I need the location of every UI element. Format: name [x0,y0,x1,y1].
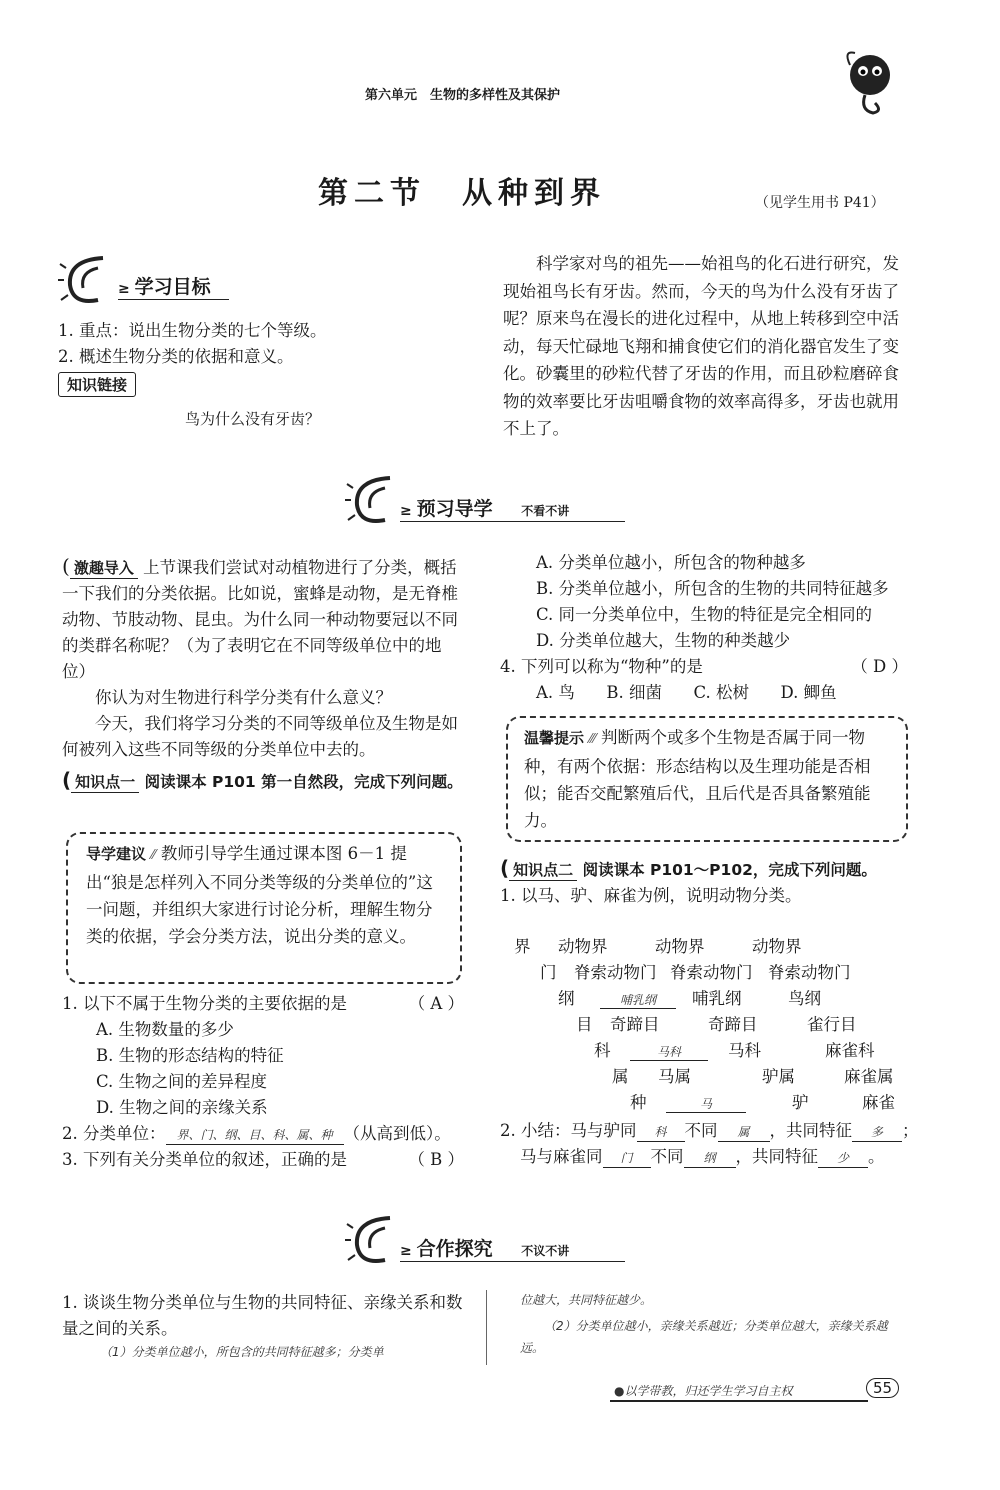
swirl-icon [58,250,118,310]
q2-answer: 界、门、纲、目、科、属、种 [166,1126,344,1145]
kp2-text: 阅读课本 P101～P102，完成下列问题。 [582,861,877,879]
guide-text: 教师引导学生通过课本图 6－1 提出“狼是怎样列入不同分类等级的分类单位的”这一问题，并组织大家进行讨论分析，理解生物分类的依据，学会分类方法，说出分类的意义。 [86,844,433,946]
q1-stem: 1. 以下不属于生物分类的主要依据的是 （ A ） [62,991,464,1017]
tip-paragraph: 温馨提示 ⁄⁄⁄ 判断两个或多个生物是否属于同一物种，有两个依据：形态结构以及生理功能是否相似；能否交配繁殖后代，且后代是否具备繁殖能力。 [524,728,871,830]
goal-item: 2. 概述生物分类的依据和意义。 [58,347,294,366]
summary-answer: 少 [818,1149,868,1168]
mascot-icon [835,45,905,120]
footer-motto: ●以学带教，归还学生学习自主权 [614,1384,793,1398]
coop-subheading: 不议不讲 [521,1244,570,1258]
tip-label: 温馨提示 [524,729,585,747]
summary-answer: 门 [603,1149,651,1168]
kp1-paragraph: ( 知识点一 阅读课本 P101 第一自然段，完成下列问题。 [62,768,463,792]
intro-text: 上节课我们尝试对动植物进行了分类，概括一下我们的分类依据。比如说，蜜蜂是动物，是无脊椎动物、节肢动物、昆虫。为什么同一种动物要冠以不同的类群名称呢？（为了表明它在不同等级单位中的地位） [62,558,458,681]
today-text: 今天，我们将学习分类的不同等级单位及生物是如何被列入这些不同等级的分类单位中去的。 [62,714,458,759]
coop-a2: （2）分类单位越小，亲缘关系越近；分类单位越大，亲缘关系越远。 [520,1319,888,1355]
summary-line-1: 2. 小结：马与驴同 科 不同 属 ，共同特征 多 ； [500,1121,919,1140]
kp1-label: 知识点一 [71,773,139,793]
table-cell: 哺乳纲 [692,989,742,1008]
table-cell: 麻雀 [862,1093,895,1112]
knowledge-question: 鸟为什么没有牙齿？ [185,410,321,428]
table-cell: 脊索动物门 [768,963,851,982]
title-ref: （见学生用书 P41） [755,195,885,211]
table-cell: 脊索动物门 [670,963,753,982]
kp1-text: 阅读课本 P101 第一自然段，完成下列问题。 [144,773,463,791]
coop-a1-continued: 位越大，共同特征越少。 [520,1293,653,1307]
tip-text: 判断两个或多个生物是否属于同一物种，有两个依据：形态结构以及生理功能是否相似；能否交配繁殖后代，且后代是否具备繁殖能力。 [524,728,871,830]
table-cell: 麻雀属 [844,1067,894,1086]
right-column [500,550,908,706]
q3-option: B. 分类单位越小，所包含的生物的共同特征越多 [536,579,889,598]
q4-stem: 4. 下列可以称为“物种”的是 （ D ） [500,654,908,680]
goals-heading: ≥ 学习目标 [118,272,229,300]
rank-label: 属 [612,1067,629,1086]
table-cell: 动物界 [655,937,705,956]
table-cell: 马科 [728,1041,761,1060]
q1-answer: （ A ） [408,994,464,1013]
rank-label: 门 [540,963,557,982]
intro-paragraph: ( 激趣导入 上节课我们尝试对动植物进行了分类，概括一下我们的分类依据。比如说，蜜蜂是动物，是无脊椎动物、节肢动物、昆虫。为什么同一种动物要冠以不同的类群名称呢？（为了表明它在不同等级单位中的地位） [62,554,458,681]
table-cell: 脊索动物门 [574,963,657,982]
footer-rule [610,1400,868,1402]
table-cell: 鸟纲 [788,989,821,1008]
summary-answer: 科 [637,1123,685,1142]
q3-answer: （ B ） [408,1150,464,1169]
table-answer: 哺乳纲 [600,992,676,1009]
classification-table [500,936,908,1116]
guide-label: 导学建议 [86,845,147,863]
goal-item: 1. 重点：说出生物分类的七个等级。 [58,321,327,340]
kp2-paragraph: ( 知识点二 阅读课本 P101～P102，完成下列问题。 [500,856,877,880]
q1-option: B. 生物的形态结构的特征 [96,1046,284,1065]
table-answer: 马科 [630,1044,708,1061]
preview-heading: ≥ 预习导学 不看不讲 [400,494,625,522]
intro-label: 激趣导入 [70,559,138,579]
q3-option: D. 分类单位越大，生物的种类越少 [536,631,791,650]
table-cell: 动物界 [752,937,802,956]
left-questions [62,991,464,1173]
table-cell: 雀行目 [807,1015,857,1034]
q3-option: A. 分类单位越小，所包含的物种越多 [536,553,806,572]
q1-option: C. 生物之间的差异程度 [96,1072,268,1091]
left-column [62,553,464,795]
coop-divider [486,1290,487,1365]
rank-label: 纲 [558,989,575,1008]
unit-header: 第六单元 生物的多样性及其保护 [365,88,561,103]
q3-stem: 3. 下列有关分类单位的叙述，正确的是 （ B ） [62,1147,464,1173]
table-cell: 驴属 [762,1067,795,1086]
coop-a1: （1）分类单位越小，所包含的共同特征越多；分类单 [100,1345,384,1359]
rank-label: 科 [594,1041,611,1060]
swirl-icon [345,1210,405,1270]
coop-heading: ≥ 合作探究 不议不讲 [400,1234,625,1262]
summary-answer: 纲 [684,1149,736,1168]
swirl-icon [345,470,405,530]
q1-option: A. 生物数量的多少 [96,1020,234,1039]
table-cell: 奇蹄目 [610,1015,660,1034]
kp2-section [500,855,908,909]
meaning-question: 你认为对生物进行科学分类有什么意义？ [95,688,392,707]
rank-label: 目 [576,1015,593,1034]
table-answer: 马 [666,1096,746,1113]
page-number: 55 [866,1378,899,1398]
page-title: 第二节 从种到界 [318,176,606,211]
rank-label: 界 [514,937,531,956]
summary-line-2: 马与麻雀同 门 不同 纲 ，共同特征 少 。 [520,1147,885,1166]
table-cell: 动物界 [558,937,608,956]
coop-q1: 1. 谈谈生物分类单位与生物的共同特征、亲缘关系和数量之间的关系。 [62,1293,463,1338]
table-cell: 马属 [658,1067,691,1086]
table-cell: 驴 [792,1093,809,1112]
knowledge-text: 科学家对鸟的祖先——始祖鸟的化石进行研究，发现始祖鸟长有牙齿。然而，今天的鸟为什么没有牙齿了呢？原来鸟在漫长的进化过程中，从地上转移到空中活动，每天忙碌地飞翔和捕食使它们的消化器官发生了变化。砂囊里的砂粒代替了牙齿的作用，而且砂粒磨碎食物的效率要比牙齿咀嚼食物的效率高得多，牙齿也就用不上了。 [503,254,899,438]
summary [500,1118,919,1170]
summary-answer: 属 [718,1123,770,1142]
q4-answer: （ D ） [851,657,908,676]
q3-option: C. 同一分类单位中，生物的特征是完全相同的 [536,605,873,624]
kp2-q1: 1. 以马、驴、麻雀为例，说明动物分类。 [500,886,802,905]
q4-options: A. 鸟 B. 细菌 C. 松树 D. 鲫鱼 [536,683,837,702]
knowledge-link-tag: 知识链接 [58,372,136,397]
goals-list [58,318,488,370]
rank-label: 种 [630,1093,647,1112]
guide-paragraph: 导学建议 ⁄⁄ 教师引导学生通过课本图 6－1 提出“狼是怎样列入不同分类等级的分类单位的”这一问题，并组织大家进行讨论分析，理解生物分类的依据，学会分类方法，说出分类的意义。 [86,844,433,946]
preview-subheading: 不看不讲 [521,504,570,518]
table-cell: 麻雀科 [825,1041,875,1060]
kp2-label: 知识点二 [509,861,577,881]
table-cell: 奇蹄目 [708,1015,758,1034]
q1-option: D. 生物之间的亲缘关系 [96,1098,268,1117]
q2-line: 2. 分类单位： 界、门、纲、目、科、属、种 （从高到低）。 [62,1124,451,1143]
summary-answer: 多 [852,1123,902,1142]
